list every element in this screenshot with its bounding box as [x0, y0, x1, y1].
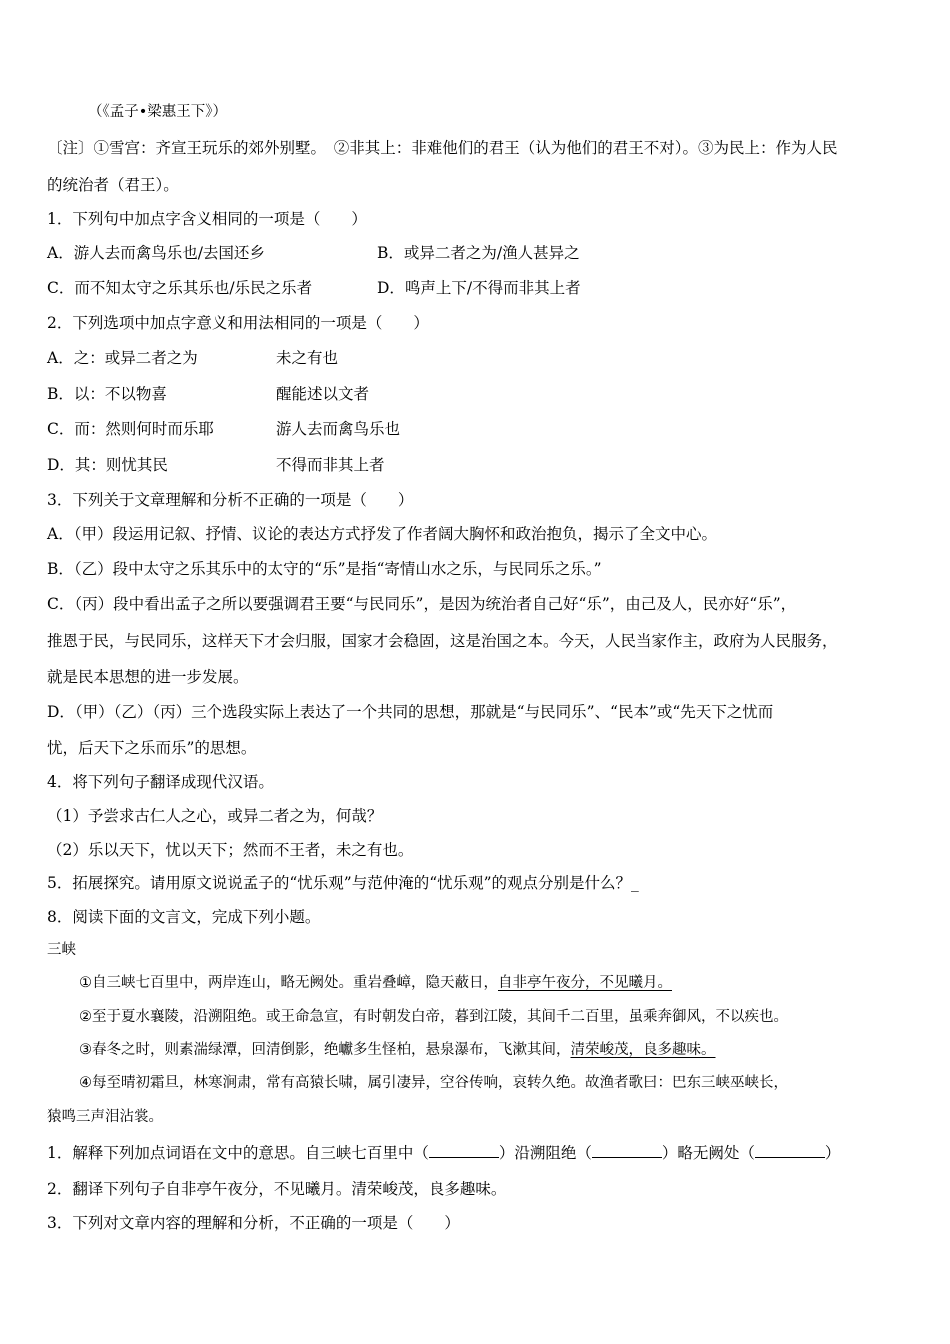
q5-stem: 5．拓展探究。请用原文说说孟子的“忧乐观”与范仲淹的“忧乐观”的观点分别是什么？_: [47, 874, 639, 892]
q2-stem: 2．下列选项中加点字意义和用法相同的一项是（ ）: [47, 314, 429, 332]
paragraph-3-underlined: 清荣峻茂，良多趣味。: [570, 1042, 716, 1058]
q1-option-b: B．或异二者之为/渔人甚异之: [377, 244, 580, 262]
passage-paragraph-3: [79, 1040, 716, 1060]
passage-title: 三峡: [47, 942, 76, 958]
sub-q1: [47, 1143, 840, 1163]
paragraph-3-text: ③春冬之时，则素湍绿潭，回清倒影，绝巘多生怪柏，悬泉瀑布，飞漱其间，: [79, 1042, 571, 1058]
q2-option-b-compare: 醒能述以文者: [276, 385, 370, 403]
answer-blank-3[interactable]: [755, 1143, 825, 1158]
paragraph-1-text: ①自三峡七百里中，两岸连山，略无阙处。重岩叠嶂，隐天蔽日，: [79, 975, 498, 991]
q2-option-b: B．以：不以物喜: [47, 385, 167, 403]
q2-option-d: D．其：则忧其民: [47, 456, 168, 474]
q3-option-d-line2: 忧，后天下之乐而乐”的思想。: [47, 739, 257, 757]
answer-blank-2[interactable]: [592, 1143, 662, 1158]
q1-stem: 1．下列句中加点字含义相同的一项是（ ）: [47, 210, 367, 228]
sub-q1-text-c: ）略无阙处（: [661, 1144, 755, 1162]
sub-q1-text-b: ）沿溯阻绝（: [498, 1144, 592, 1162]
q4-stem: 4．将下列句子翻译成现代汉语。: [47, 773, 274, 791]
passage-paragraph-1: [79, 973, 672, 993]
q3-option-c-line3: 就是民本思想的进一步发展。: [47, 668, 249, 686]
passage-paragraph-2: ②至于夏水襄陵，沿溯阻绝。或王命急宣，有时朝发白帝，暮到江陵，其间千二百里，虽乘奔御风，不以疾也。: [79, 1009, 788, 1025]
q3-option-a: A．（甲）段运用记叙、抒情、议论的表达方式抒发了作者阔大胸怀和政治抱负，揭示了全文中心。: [47, 525, 717, 543]
q4-sentence-2: （2）乐以天下，忧以天下；然而不王者，未之有也。: [47, 841, 414, 859]
q3-option-c-line1: C．（丙）段中看出孟子之所以要强调君王要“与民同乐”，是因为统治者自己好“乐”，由己及人，民亦好“乐”，: [47, 595, 797, 613]
note-line-1: 〔注〕①雪宫：齐宣王玩乐的郊外别墅。 ②非其上：非难他们的君王（认为他们的君王不对）。③为民上：作为人民: [47, 139, 838, 157]
sub-q1-text-d: ）: [824, 1144, 841, 1162]
sub-q2: 2．翻译下列句子自非亭午夜分，不见曦月。清荣峻茂，良多趣味。: [47, 1180, 507, 1198]
q1-option-d: D．鸣声上下/不得而非其上者: [377, 279, 581, 297]
source-citation: （《孟子•梁惠王下》）: [88, 104, 228, 120]
q1-option-a: A．游人去而禽鸟乐也/去国还乡: [47, 244, 265, 262]
passage-paragraph-4-line1: ④每至晴初霜旦，林寒涧肃，常有高猿长啸，属引凄异，空谷传响，哀转久绝。故渔者歌曰：巴东三峡巫峡长，: [79, 1075, 788, 1091]
q2-option-c: C．而：然则何时而乐耶: [47, 420, 214, 438]
sub-q3: 3．下列对文章内容的理解和分析，不正确的一项是（ ）: [47, 1214, 460, 1232]
q2-option-c-compare: 游人去而禽鸟乐也: [276, 420, 401, 438]
paragraph-1-underlined: 自非亭午夜分，不见曦月。: [498, 975, 672, 991]
q3-stem: 3．下列关于文章理解和分析不正确的一项是（ ）: [47, 491, 414, 509]
q3-option-b: B．（乙）段中太守之乐其乐中的太守的“乐”是指“寄情山水之乐，与民同乐之乐。”: [47, 560, 602, 578]
q2-option-a-compare: 未之有也: [276, 349, 339, 367]
q2-option-a: A．之：或异二者之为: [47, 349, 198, 367]
q3-option-c-line2: 推恩于民，与民同乐，这样天下才会归服，国家才会稳固，这是治国之本。今天，人民当家作主，政府为人民服务，: [47, 632, 838, 650]
q8-stem: 8．阅读下面的文言文，完成下列小题。: [47, 908, 321, 926]
q4-sentence-1: （1）予尝求古仁人之心，或异二者之为，何哉？: [47, 807, 383, 825]
answer-blank-1[interactable]: [429, 1143, 499, 1158]
passage-paragraph-4-line2: 猿鸣三声泪沾裳。: [47, 1109, 163, 1125]
q3-option-d-line1: D．（甲）（乙）（丙）三个选段实际上表达了一个共同的思想，那就是“与民同乐”、“民本”或“先天下之忧而: [47, 703, 774, 721]
note-line-2: 的统治者（君王）。: [47, 176, 179, 194]
q2-option-d-compare: 不得而非其上者: [276, 456, 385, 474]
sub-q1-text-a: 1．解释下列加点词语在文中的意思。自三峡七百里中（: [47, 1144, 429, 1162]
q1-option-c: C．而不知太守之乐其乐也/乐民之乐者: [47, 279, 313, 297]
